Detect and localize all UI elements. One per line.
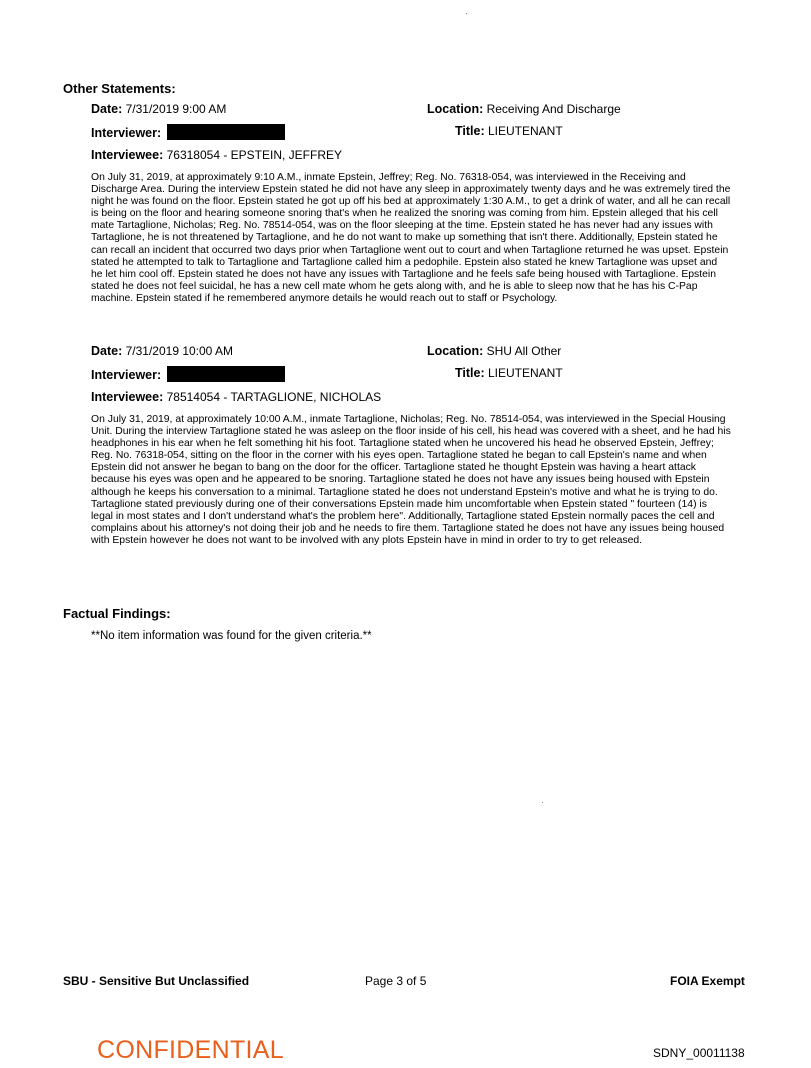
interviewee-label: Interviewee: [91,390,164,404]
date-value: 7/31/2019 10:00 AM [125,344,234,358]
scan-speck [466,13,467,14]
footer-foia: FOIA Exempt [670,974,745,988]
interviewer-label: Interviewer: [91,126,162,140]
scan-speck [542,802,543,803]
statement-1-interviewer-row [91,124,285,140]
date-label: Date: [91,344,123,358]
footer-page-number: Page 3 of 5 [365,974,427,988]
confidential-stamp: CONFIDENTIAL [97,1036,284,1064]
footer-classification: SBU - Sensitive But Unclassified [63,974,250,988]
statement-2-date-row [91,344,233,358]
interviewee-value: 76318054 - EPSTEIN, JEFFREY [166,148,343,162]
location-value: SHU All Other [486,344,562,358]
title-label: Title: [455,366,485,380]
statement-2-text: On July 31, 2019, at approximately 10:00 A.M., inmate Tartaglione, Nicholas; Reg. No. 78514-054, was interviewed in the Special Housing Unit. During the interview Tartaglione stated he was asleep on the floor inside of his cell, his head was covered with a sheet, and he had his headphones in his ear when he felt something hit his foot. Tartaglione stated when he uncovered his head he observed Epstein, Jeffrey; Reg. No. 76318-054, sitting on the floor in the corner with his eyes open. Tartaglione stated he began to call Epstein's name and when Epstein did not answer he began to bang on the door for the officer. Tartaglione stated he thought Epstein was having a heart attack because his eyes was open and he appeared to be snoring. Tartaglione stated he does not have any issues being housed with Epstein although he keeps his conversation to a minimal. Tartaglione stated he does not understand Epstein's motive and what he is trying to do. Tartaglione stated previously during one of their conversations Epstein made him uncomfortable when Epstein stated " fourteen (14) is legal in most states and I don't understand what's the problem here". Additionally, Tartaglione stated Epstein normally paces the cell and complains about his attorney's not doing their job and he needs to fire them. Tartaglione stated he does not have any issues being housed with Epstein however he does not want to be involved with any plots Epstein have in mind in order to try to get released. [91,414,731,546]
factual-findings-title: Factual Findings: [63,606,171,621]
interviewer-label: Interviewer: [91,368,162,382]
redaction-box [167,124,285,140]
statement-1-location-row [427,102,621,116]
date-label: Date: [91,102,123,116]
location-label: Location: [427,102,484,116]
redaction-box [167,366,285,382]
bates-number: SDNY_00011138 [653,1046,745,1060]
title-label: Title: [455,124,485,138]
interviewee-label: Interviewee: [91,148,164,162]
title-value: LIEUTENANT [487,124,563,138]
title-value: LIEUTENANT [487,366,563,380]
statement-2-title-row [455,366,563,380]
date-value: 7/31/2019 9:00 AM [125,102,227,116]
statement-1-title-row [455,124,563,138]
statement-1-date-row [91,102,226,116]
interviewee-value: 78514054 - TARTAGLIONE, NICHOLAS [166,390,382,404]
factual-findings-text: **No item information was found for the given criteria.** [91,630,372,642]
statement-2-interviewer-row [91,366,285,382]
statement-2-interviewee-row [91,390,381,404]
statement-2-location-row [427,344,561,358]
location-label: Location: [427,344,484,358]
location-value: Receiving And Discharge [486,102,621,116]
statement-1-text: On July 31, 2019, at approximately 9:10 A.M., inmate Epstein, Jeffrey; Reg. No. 76318-054, was interviewed in the Receiving and Discharge Area. During the interview Epstein stated he did not have any sleep in approximately twenty days and he was extremely tired the night he was found on the floor. Epstein stated he got up off his bed at approximately 1:30 A.M., to get a drink of water, and all he can recall is being on the floor and hearing someone snoring that's when he realized the snoring was coming from him. Epstein alleged that his cell mate Tartaglione, Nicholas; Reg. No. 78514-054, was on the floor sleeping at the time. Epstein stated he has never had any issues with Tartaglione, he is not threatened by Tartaglione, and he do not want to make up something that isn't there. Additionally, Epstein stated he can recall an incident that occurred two days prior when Tartaglione went out to court and when Tartaglione returned he was upset. Epstein stated he attempted to talk to Tartaglione and Tartaglione called him a pedophile. Epstein also stated he knew Tartaglione was upset and he let him cool off. Epstein stated he does not have any issues with Tartaglione and he feels safe being housed with Tartaglione. Epstein stated he does not feel suicidal, he has a new cell mate whom he gets along with, and he is able to sleep now that he has his C-Pap machine. Epstein stated if he remembered anymore details he would reach out to staff or Psychology. [91,172,731,304]
other-statements-title: Other Statements: [63,81,176,96]
statement-1-interviewee-row [91,148,342,162]
